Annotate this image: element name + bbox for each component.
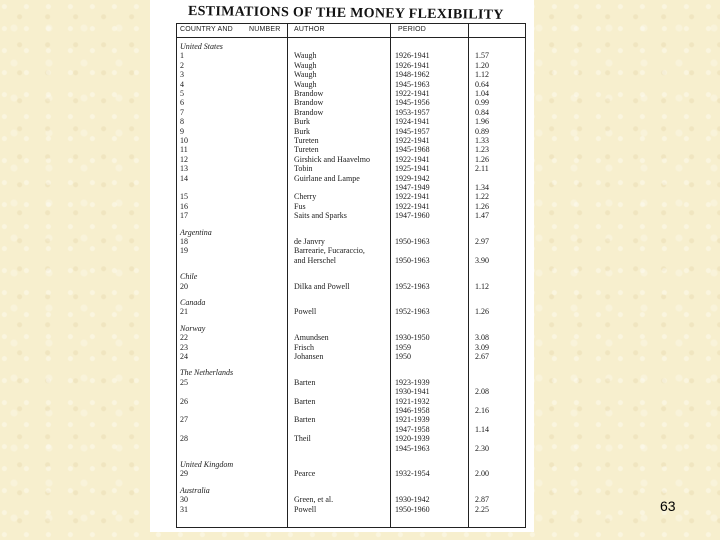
row-value: 2.67 (475, 352, 489, 361)
row-period: 1926-1941 (395, 60, 430, 70)
row-number: 3 (180, 70, 184, 80)
row-value: 3.09 (475, 342, 489, 352)
row-value: 3.08 (475, 333, 489, 343)
row-author: Amundsen (294, 333, 329, 343)
row-author: Green, et al. (294, 495, 334, 505)
row-period: 1922-1941 (395, 201, 430, 211)
slide-page-number: 63 (660, 498, 676, 514)
table-row (177, 61, 525, 70)
row-number: 16 (180, 201, 188, 211)
row-value: 1.57 (475, 51, 489, 61)
row-author: Dilka and Powell (294, 281, 350, 291)
table-row (177, 117, 525, 126)
country-label: Argentina (180, 227, 212, 237)
row-number: 13 (180, 164, 188, 174)
row-period: 1947-1958 (395, 424, 430, 434)
table-row (177, 164, 525, 173)
row-author: Brandow (294, 107, 324, 117)
row-period: 1921-1932 (395, 396, 430, 406)
row-number: 1 (180, 51, 184, 61)
table-row (177, 174, 525, 183)
row-period: 1922-1941 (395, 154, 430, 164)
row-value: 0.84 (475, 107, 489, 117)
row-number: 15 (180, 192, 188, 202)
table-row (177, 378, 525, 387)
row-period: 1950 (395, 352, 411, 361)
row-author: Tobin (294, 164, 313, 174)
table-row (177, 333, 525, 342)
country-heading (177, 42, 525, 51)
row-number: 23 (180, 342, 188, 352)
table-row (177, 192, 525, 201)
table-row (177, 495, 525, 504)
row-period: 1952-1963 (395, 281, 430, 291)
row-number: 17 (180, 211, 188, 221)
table-row (177, 155, 525, 164)
table-row (177, 80, 525, 89)
row-number: 19 (180, 246, 188, 256)
country-heading (177, 298, 525, 307)
row-value: 1.12 (475, 70, 489, 80)
row-author: and Herschel (294, 255, 336, 265)
row-period: 1929-1942 (395, 173, 430, 183)
row-value: 2.08 (475, 387, 489, 397)
row-number: 22 (180, 333, 188, 343)
table-row (177, 70, 525, 79)
table-row (177, 505, 525, 514)
header-author: AUTHOR (294, 26, 325, 33)
row-number: 28 (180, 434, 188, 444)
country-label: Canada (180, 298, 206, 307)
row-author: Burk (294, 117, 310, 127)
country-heading (177, 324, 525, 333)
row-number: 18 (180, 237, 188, 246)
row-number: 2 (180, 60, 184, 70)
row-author: Theil (294, 434, 311, 444)
row-value: 1.23 (475, 145, 489, 155)
country-label: Norway (180, 323, 206, 333)
row-author: Barten (294, 415, 316, 425)
row-author: Pearce (294, 469, 316, 479)
row-number: 8 (180, 117, 184, 127)
row-period: 1921-1939 (395, 415, 430, 425)
row-author: Barrearie, Fucaraccio, (294, 246, 365, 256)
row-author: Burk (294, 126, 310, 136)
row-number: 24 (180, 352, 188, 361)
table-row (177, 425, 525, 434)
row-author: Girshick and Haavelmo (294, 154, 370, 164)
table-row (177, 183, 525, 192)
row-number: 30 (180, 495, 188, 505)
row-author: Fus (294, 201, 306, 211)
table-row (177, 387, 525, 396)
row-period: 1952-1963 (395, 307, 430, 317)
country-heading (177, 486, 525, 495)
table-row (177, 202, 525, 211)
country-heading (177, 368, 525, 377)
row-number: 10 (180, 136, 188, 145)
row-number: 20 (180, 281, 188, 291)
row-author: Barten (294, 396, 316, 406)
row-value: 1.96 (475, 117, 489, 127)
row-period: 1930-1941 (395, 387, 430, 397)
row-value: 2.87 (475, 495, 489, 505)
row-author: Waugh (294, 60, 317, 70)
header-period: PERIOD (398, 26, 427, 33)
table-row (177, 444, 525, 453)
row-period: 1959 (395, 342, 411, 352)
table-row (177, 352, 525, 361)
header-rule (177, 37, 525, 38)
row-number: 21 (180, 307, 188, 317)
row-author: Tureten (294, 136, 319, 145)
row-value: 1.26 (475, 307, 489, 317)
table-row (177, 397, 525, 406)
row-value: 1.04 (475, 89, 489, 98)
row-value: 1.47 (475, 211, 489, 221)
row-author: de Janvry (294, 237, 325, 246)
row-author: Brandow (294, 98, 324, 108)
row-author: Cherry (294, 192, 317, 202)
row-number: 25 (180, 377, 188, 387)
row-author: Tureten (294, 145, 319, 155)
row-value: 1.26 (475, 154, 489, 164)
row-author: Brandow (294, 89, 324, 98)
row-period: 1945-1956 (395, 98, 430, 108)
row-period: 1926-1941 (395, 51, 430, 61)
row-value: 1.26 (475, 201, 489, 211)
row-value: 3.90 (475, 255, 489, 265)
row-value: 2.00 (475, 469, 489, 479)
country-label: The Netherlands (180, 368, 234, 378)
header-country: COUNTRY AND (180, 26, 233, 33)
table-row (177, 89, 525, 98)
table-row (177, 343, 525, 352)
country-heading (177, 272, 525, 281)
table-row (177, 406, 525, 415)
row-value: 0.64 (475, 79, 489, 89)
row-author: Saits and Sparks (294, 211, 347, 221)
country-label: Chile (180, 272, 198, 282)
row-period: 1930-1950 (395, 333, 430, 343)
row-period: 1945-1963 (395, 79, 430, 89)
row-author: Waugh (294, 51, 317, 61)
flexibility-table (176, 23, 526, 528)
row-period: 1950-1960 (395, 504, 430, 514)
row-period: 1950-1963 (395, 237, 430, 246)
row-author: Waugh (294, 79, 317, 89)
row-number: 7 (180, 107, 184, 117)
row-author: Powell (294, 504, 317, 514)
row-value: 1.20 (475, 60, 489, 70)
row-value: 1.14 (475, 424, 489, 434)
row-period: 1945-1957 (395, 126, 430, 136)
country-heading (177, 228, 525, 237)
row-period: 1925-1941 (395, 164, 430, 174)
row-number: 5 (180, 89, 184, 98)
row-author: Guirlane and Lampe (294, 173, 360, 183)
row-value: 0.99 (475, 98, 489, 108)
row-period: 1924-1941 (395, 117, 430, 127)
row-value: 0.89 (475, 126, 489, 136)
row-period: 1923-1939 (395, 377, 430, 387)
row-period: 1930-1942 (395, 495, 430, 505)
row-value: 1.33 (475, 136, 489, 145)
table-row (177, 434, 525, 443)
header-number: NUMBER (249, 26, 281, 33)
row-period: 1932-1954 (395, 469, 430, 479)
table-row (177, 211, 525, 220)
country-label: United Kingdom (180, 460, 234, 469)
row-number: 6 (180, 98, 184, 108)
row-value: 2.30 (475, 443, 489, 453)
row-number: 31 (180, 504, 188, 514)
table-row (177, 98, 525, 107)
row-number: 4 (180, 79, 184, 89)
row-period: 1953-1957 (395, 107, 430, 117)
row-period: 1950-1963 (395, 255, 430, 265)
country-label: United States (180, 42, 223, 51)
table-row (177, 307, 525, 316)
row-period: 1922-1941 (395, 89, 430, 98)
row-number: 12 (180, 154, 188, 164)
row-number: 27 (180, 415, 188, 425)
table-row (177, 282, 525, 291)
row-period: 1920-1939 (395, 434, 430, 444)
row-value: 1.12 (475, 281, 489, 291)
row-period: 1945-1968 (395, 145, 430, 155)
row-period: 1922-1941 (395, 192, 430, 202)
row-author: Frisch (294, 342, 314, 352)
row-period: 1946-1958 (395, 406, 430, 415)
row-period: 1948-1962 (395, 70, 430, 80)
country-label: Australia (180, 485, 210, 495)
table-row (177, 469, 525, 478)
row-period: 1945-1963 (395, 443, 430, 453)
row-value: 2.97 (475, 237, 489, 246)
document-title: ESTIMATIONS OF THE MONEY FLEXIBILITY (187, 4, 504, 23)
row-number: 9 (180, 126, 184, 136)
table-row (177, 127, 525, 136)
table-row (177, 136, 525, 145)
row-value: 1.22 (475, 192, 489, 202)
table-row (177, 51, 525, 60)
row-number: 11 (180, 145, 188, 155)
row-number: 14 (180, 173, 188, 183)
country-heading (177, 460, 525, 469)
table-row (177, 415, 525, 424)
row-author: Waugh (294, 70, 317, 80)
table-row (177, 108, 525, 117)
row-author: Johansen (294, 352, 324, 361)
row-number: 29 (180, 469, 188, 479)
row-period: 1947-1960 (395, 211, 430, 221)
row-author: Powell (294, 307, 317, 317)
table-row (177, 145, 525, 154)
table-row (177, 246, 525, 255)
table-row (177, 237, 525, 246)
row-value: 2.11 (475, 164, 489, 174)
row-period: 1922-1941 (395, 136, 430, 145)
table-row (177, 256, 525, 265)
row-value: 2.16 (475, 406, 489, 415)
row-period: 1947-1949 (395, 183, 430, 192)
row-number: 26 (180, 396, 188, 406)
row-author: Barten (294, 377, 316, 387)
row-value: 2.25 (475, 504, 489, 514)
row-value: 1.34 (475, 183, 489, 192)
scanned-page (150, 0, 534, 532)
